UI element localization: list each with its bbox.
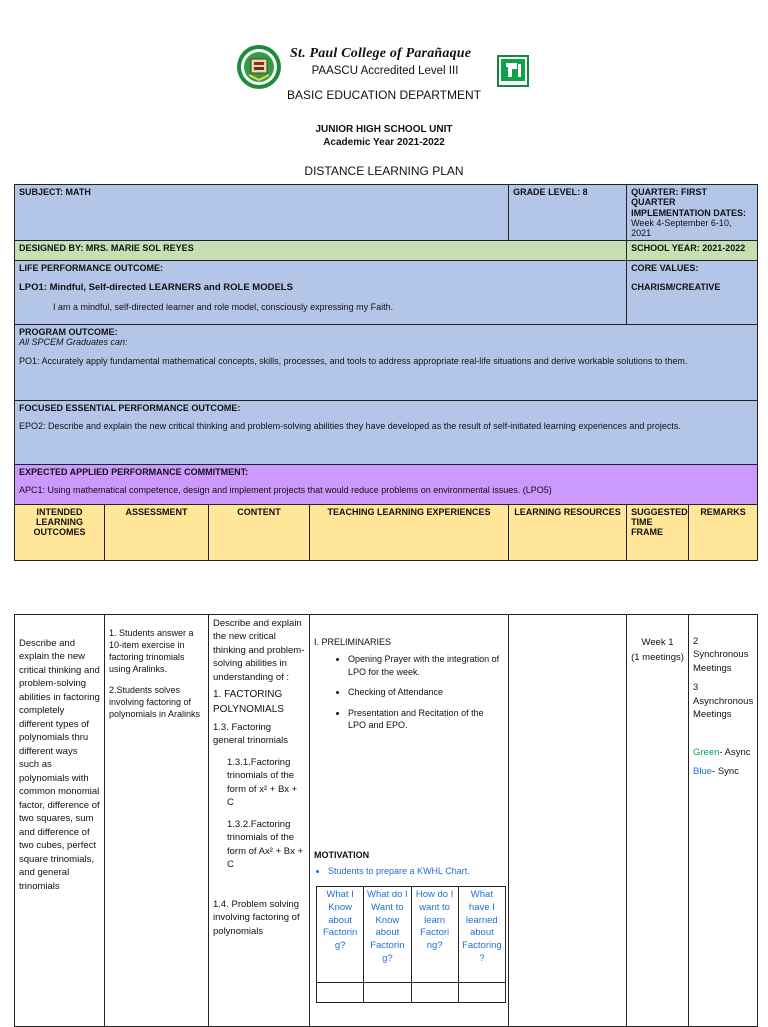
- content-1-3-2: 1.3.2.Factoring trinomials of the form of Ax² + Bx + C: [227, 818, 304, 871]
- assessment-2: 2.Students solves involving factoring of polynomials in Aralinks: [109, 684, 201, 719]
- tle-prelim: I. PRELIMINARIES: [314, 637, 392, 647]
- school-year: SCHOOL YEAR: 2021-2022: [631, 243, 746, 253]
- kwhl-how-answer[interactable]: [411, 982, 458, 1002]
- grade-level-cell: [509, 185, 627, 241]
- tle-item: • Presentation and Recitation of the LPO and EPO.: [348, 707, 504, 732]
- apc1: APC1: Using mathematical competence, design and implement projects that would reduce problems on environmental issues. (LPO5): [19, 485, 552, 495]
- plan-table: [14, 184, 758, 561]
- col-remarks: REMARKS: [689, 505, 758, 561]
- tle-list: [314, 653, 504, 732]
- kwhl-want: What do I Want to Know about Factorin g?: [364, 886, 411, 982]
- col-tle: TEACHING LEARNING EXPERIENCES: [310, 505, 509, 561]
- remarks-sync: 2 Synchronous Meetings: [693, 636, 749, 674]
- subject: SUBJECT: MATH: [19, 187, 91, 197]
- grade-level: GRADE LEVEL: 8: [513, 187, 588, 197]
- remarks-async: 3 Asynchronous Meetings: [693, 682, 754, 721]
- ilo-text: Describe and explain the new critical thinking and problem-solving abilities in factoring completely different types of polynomials thru different ways such as polynomials with common monomial factor, difference of two squares, sum and difference of two cubes, perfect square trinomials, and general trinomials: [19, 638, 100, 892]
- content-1-4: 1.4. Problem solving involving factoring of polynomials: [213, 898, 300, 937]
- school-seal-logo: [236, 44, 282, 90]
- col-content: CONTENT: [209, 505, 310, 561]
- program-outcome-cell: [15, 325, 758, 401]
- col-time-frame: SUGGESTED TIME FRAME: [627, 505, 689, 561]
- timeframe-meetings: (1 meetings): [631, 652, 684, 663]
- detail-table: [14, 614, 758, 1027]
- legend-blue: Blue- Sync: [693, 766, 739, 778]
- core-values: CHARISM/CREATIVE: [631, 282, 721, 292]
- core-values-label: CORE VALUES:: [631, 263, 699, 273]
- content-intro: Describe and explain the new critical thinking and problem-solving abilities in understanding of :: [213, 618, 305, 683]
- document-title: DISTANCE LEARNING PLAN: [304, 164, 464, 178]
- lpo1: LPO1: Mindful, Self-directed LEARNERS and ROLE MODELS: [19, 282, 293, 293]
- life-outcome-label: LIFE PERFORMANCE OUTCOME:: [19, 263, 163, 273]
- quarter-cell: [627, 185, 758, 241]
- core-values-cell: [627, 261, 758, 325]
- expected-commitment-label: EXPECTED APPLIED PERFORMANCE COMMITMENT:: [19, 467, 249, 477]
- content-1-3-1: 1.3.1.Factoring trinomials of the form of x² + Bx + C: [227, 756, 298, 809]
- kwhl-know: What I Know about Factorin g?: [317, 886, 364, 982]
- subject-cell: [15, 185, 509, 241]
- col-resources: LEARNING RESOURCES: [509, 505, 627, 561]
- department: BASIC EDUCATION DEPARTMENT: [286, 88, 482, 102]
- tle-cell: [310, 615, 509, 1027]
- school-year-cell: [627, 241, 758, 261]
- timeframe-week: Week 1: [641, 637, 674, 648]
- resources-cell: [509, 615, 627, 1027]
- kwhl-how: How do I want to learn Factori ng?: [411, 886, 458, 982]
- lpo1-statement: I am a mindful, self-directed learner and role model, consciously expressing my Faith.: [53, 302, 394, 312]
- quarter: QUARTER: FIRST QUARTER: [631, 187, 708, 207]
- kwhl-chart: [316, 886, 506, 1003]
- focused-outcome-cell: [15, 401, 758, 465]
- academic-year: Academic Year 2021-2022: [323, 137, 445, 148]
- legend-green: Green- Async: [693, 746, 751, 758]
- kwhl-know-answer[interactable]: [317, 982, 364, 1002]
- paascu-logo: [497, 55, 529, 87]
- remarks-cell: [689, 615, 758, 1027]
- motivation-label: MOTIVATION: [314, 849, 370, 860]
- designed-by-cell: [15, 241, 627, 261]
- assessment-cell: [105, 615, 209, 1027]
- unit: JUNIOR HIGH SCHOOL UNIT: [315, 124, 453, 135]
- motivation-item: • Students to prepare a KWHL Chart.: [328, 866, 504, 876]
- motivation-list: [314, 866, 504, 876]
- program-outcome-sub: All SPCEM Graduates can:: [19, 337, 128, 347]
- designed-by: DESIGNED BY: MRS. MARIE SOL REYES: [19, 243, 194, 253]
- life-outcome-cell: [15, 261, 627, 325]
- kwhl-learned: What have I learned about Factoring ?: [458, 886, 505, 982]
- kwhl-want-answer[interactable]: [364, 982, 411, 1002]
- kwhl-learned-answer[interactable]: [458, 982, 505, 1002]
- content-1-3: 1.3. Factoring general trinomials: [213, 721, 288, 747]
- assessment-1: 1. Students answer a 10-item exercise in factoring trinomials using Aralinks.: [109, 628, 194, 675]
- tle-item: • Opening Prayer with the integration of LPO for the week.: [348, 653, 504, 678]
- time-frame-cell: [627, 615, 689, 1027]
- program-outcome-label: PROGRAM OUTCOME:: [19, 327, 118, 337]
- content-cell: [209, 615, 310, 1027]
- ilo-cell: [15, 615, 105, 1027]
- content-1: 1. FACTORING POLYNOMIALS: [213, 689, 284, 715]
- accreditation: PAASCU Accredited Level III: [311, 65, 459, 77]
- implementation-dates: IMPLEMENTATION DATES: Week 4-September 6-10, 2021: [631, 208, 747, 238]
- epo2: EPO2: Describe and explain the new critical thinking and problem-solving abilities they have developed as the result of self-initiated learning experiences and projects.: [19, 421, 681, 431]
- col-assessment: ASSESSMENT: [105, 505, 209, 561]
- po1: PO1: Accurately apply fundamental mathematical concepts, skills, processes, and tools to address appropriate real-life situations and derive workable solutions to them.: [19, 356, 688, 366]
- tle-item: • Checking of Attendance: [348, 686, 504, 699]
- focused-outcome-label: FOCUSED ESSENTIAL PERFORMANCE OUTCOME:: [19, 403, 241, 413]
- expected-commitment-cell: [15, 465, 758, 505]
- col-ilo: INTENDED LEARNING OUTCOMES: [15, 505, 105, 561]
- school-name: St. Paul College of Parañaque: [290, 46, 472, 61]
